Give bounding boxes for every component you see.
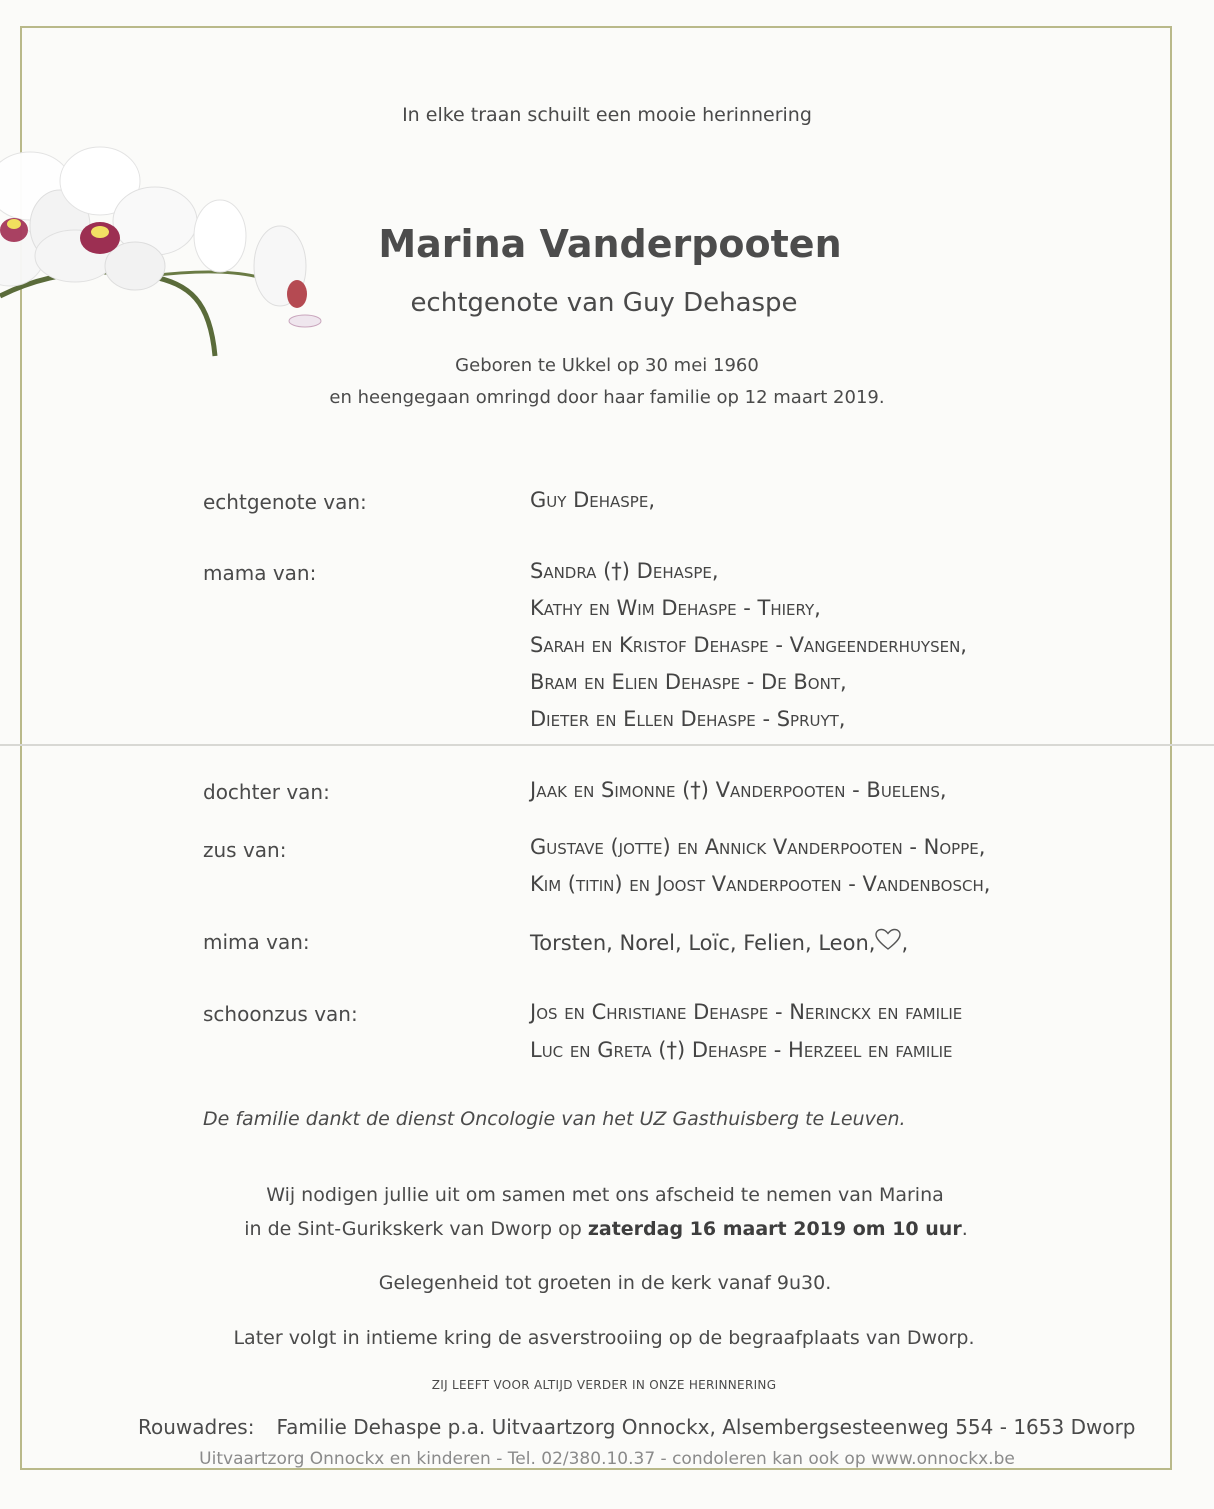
invitation-date: zaterdag 16 maart 2019 om 10 uur bbox=[587, 1218, 962, 1240]
invitation-church: in de Sint-Gurikskerk van Dworp op bbox=[244, 1218, 588, 1240]
invitation-line-1: Wij nodigen jullie uit om samen met ons afscheid te nemen van Marina bbox=[266, 1184, 944, 1206]
address-label: Rouwadres: bbox=[138, 1415, 255, 1439]
burial-note: Later volgt in intieme kring de asverstrooiing op de begraafplaats van Dworp. bbox=[233, 1327, 975, 1349]
child-item: Kathy en Wim Dehaspe - Thiery, bbox=[530, 596, 821, 620]
daughter-label: dochter van: bbox=[203, 780, 330, 804]
grandchildren-suffix: , bbox=[901, 931, 909, 955]
child-item: Bram en Elien Dehaspe - De Bont, bbox=[530, 670, 847, 694]
spouse-label: echtgenote van: bbox=[203, 490, 367, 514]
grandchildren-line bbox=[530, 928, 908, 955]
sisterinlaw-label: schoonzus van: bbox=[203, 1002, 358, 1026]
spouse-line: echtgenote van Guy Dehaspe bbox=[410, 288, 798, 318]
fold-line bbox=[0, 744, 1214, 746]
inlaw-item: Luc en Greta (†) Dehaspe - Herzeel en familie bbox=[530, 1038, 953, 1062]
parents-line: Jaak en Simonne (†) Vanderpooten - Buelens, bbox=[530, 778, 947, 802]
heart-icon bbox=[875, 928, 901, 952]
deceased-name: Marina Vanderpooten bbox=[378, 222, 842, 266]
forever-note: ZIJ LEEFT VOOR ALTIJD VERDER IN ONZE HERINNERING bbox=[431, 1378, 777, 1392]
invitation-line-2 bbox=[0, 1218, 1212, 1240]
thanks-note: De familie dankt de dienst Oncologie van het UZ Gasthuisberg te Leuven. bbox=[203, 1108, 906, 1130]
spouse-name: Guy Dehaspe, bbox=[530, 488, 655, 512]
grandchildren-names: Torsten, Norel, Loïc, Felien, Leon, bbox=[530, 931, 876, 955]
invitation-end: . bbox=[961, 1218, 968, 1240]
sibling-item: Gustave (jotte) en Annick Vanderpooten - Noppe, bbox=[530, 835, 986, 859]
sibling-item: Kim (titin) en Joost Vanderpooten - Vandenbosch, bbox=[530, 872, 991, 896]
undertaker-line: Uitvaartzorg Onnockx en kinderen - Tel. 02/380.10.37 - condoleren kan ook op www.onnockx.be bbox=[199, 1449, 1015, 1469]
child-item: Sarah en Kristof Dehaspe - Vangeenderhuysen, bbox=[530, 633, 967, 657]
motto: In elke traan schuilt een mooie herinnering bbox=[402, 104, 812, 126]
born-line: Geboren te Ukkel op 30 mei 1960 bbox=[455, 355, 759, 376]
sister-label: zus van: bbox=[203, 838, 287, 862]
grandma-label: mima van: bbox=[203, 930, 310, 954]
inlaw-item: Jos en Christiane Dehaspe - Nerinckx en familie bbox=[530, 1000, 963, 1024]
mourning-address bbox=[138, 1415, 1135, 1439]
mother-label: mama van: bbox=[203, 561, 317, 585]
child-item: Sandra (†) Dehaspe, bbox=[530, 559, 719, 583]
child-item: Dieter en Ellen Dehaspe - Spruyt, bbox=[530, 707, 846, 731]
address-value: Familie Dehaspe p.a. Uitvaartzorg Onnockx, Alsembergsesteenweg 554 - 1653 Dworp bbox=[276, 1415, 1136, 1439]
passed-line: en heengegaan omringd door haar familie op 12 maart 2019. bbox=[329, 387, 885, 408]
greeting-note: Gelegenheid tot groeten in de kerk vanaf 9u30. bbox=[378, 1272, 832, 1294]
